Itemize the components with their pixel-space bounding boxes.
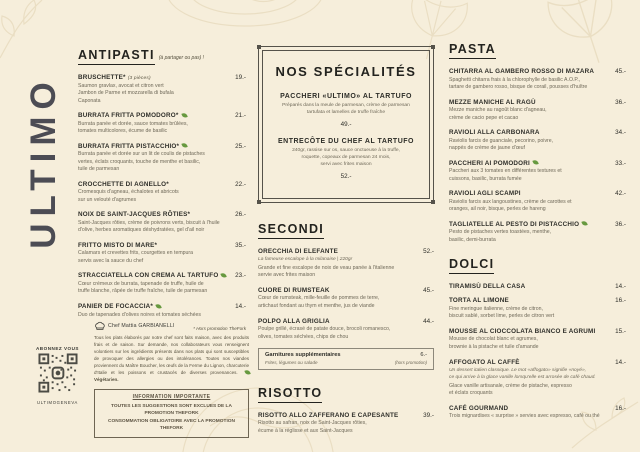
instagram-qr-code — [38, 353, 78, 393]
dolci-title: DOLCI — [449, 257, 494, 274]
promotion-footnote: * Hors promotion TheFork — [193, 326, 246, 332]
menu-item — [78, 211, 246, 235]
vegetarian-note: Végétarien. — [94, 377, 119, 383]
dish-header — [449, 221, 626, 228]
dish-price: 22.- — [235, 180, 246, 188]
antipasti-header — [78, 46, 246, 65]
dish-price: 16.- — [615, 404, 626, 412]
dish-name: TORTA AL LIMONE — [449, 297, 509, 305]
dish-description: 240gr, rassise sur os, sauce onctueuse à la truffe, roquette, copeaux de parmesan 24 mois, servi avec frites maison — [292, 147, 400, 168]
dish-price: 52.- — [423, 247, 434, 255]
side-dishes-box — [258, 348, 434, 370]
dish-name: CAFÉ GOURMAND — [449, 404, 509, 412]
menu-item — [449, 68, 626, 92]
dish-price: 42.- — [615, 190, 626, 198]
menu-item — [78, 181, 246, 205]
dish-price: 26.- — [235, 211, 246, 219]
vegetarian-leaf-icon — [244, 369, 250, 375]
dish-price: 19.- — [235, 74, 246, 81]
dish-description: Spaghetti chitarra frais à la chlorophylle de basilic A.O.P., tartare de gambero rosso, bisque de corail, pousses d'huître — [449, 76, 588, 91]
dish-name: POLPO ALLA GRIGLIA — [258, 317, 330, 325]
menu-item — [258, 248, 434, 280]
dolci-items — [449, 283, 626, 420]
dish-price: 16.- — [615, 297, 626, 305]
dish-name: TAGLIATELLE AL PESTO DI PISTACCHIO — [449, 221, 587, 228]
menu-item — [449, 160, 626, 184]
specialties-title: NOS SPÉCIALITÉS — [275, 64, 417, 79]
dish-description: Poulpe grillé, écrasé de patate douce, brocoli romanesco, olives, tomates séchées, chips de chou — [258, 326, 391, 340]
vegetarian-leaf-icon — [155, 303, 161, 309]
dish-name: CHITARRA AL GAMBERO ROSSO DI MAZARA — [449, 68, 595, 75]
dish-name: MOUSSE AL CIOCCOLATA BIANCO E AGRUMI — [449, 327, 596, 335]
pasta-title: PASTA — [449, 42, 496, 59]
menu-item — [449, 129, 626, 153]
dish-description: Risotto au safran, noix de Saint-Jacques rôties, écume à la réglisse et aux Saint-Jacques — [258, 420, 367, 434]
dish-lead: La fameuse escalope à la milanaise | 220gr — [258, 257, 353, 263]
dish-description: Calamars et crevettes frits, courgettes en tempura servis avec la sauce du chef — [78, 250, 194, 264]
secondi-title: SECONDI — [258, 222, 324, 239]
subscribe-label: ABONNEZ VOUS — [35, 346, 79, 351]
menu-item — [258, 318, 434, 342]
dish-price: 44.- — [423, 317, 434, 325]
dish-name: RAVIOLI AGLI SCAMPI — [449, 190, 521, 198]
dish-description: Cromesquis d'agneau, échalotes et abricots sur un velouté d'agrumes — [78, 189, 179, 203]
vegetarian-leaf-icon — [182, 143, 188, 149]
dish-header — [78, 181, 246, 188]
dish-description: Paccheri aux 3 tomates en différentes textures et cuissons, basilic, burrata fumée — [449, 168, 562, 182]
dish-name: FRITTO MISTO DI MARE* — [78, 241, 158, 249]
antipasti-section — [78, 46, 246, 331]
dish-qualifier: (3 pièces) — [127, 76, 151, 81]
dish-name: STRACCIATELLA CON CREMA AL TARTUFO — [78, 272, 226, 279]
dish-price: 15.- — [615, 327, 626, 335]
specialties-items — [272, 93, 420, 180]
menu-item — [258, 412, 434, 436]
secondi-items — [258, 248, 434, 341]
dish-description: Grande et fine escalope de noix de veau panée à l'italienne servie avec frites maison — [258, 264, 395, 279]
dish-header — [258, 412, 434, 419]
menu-item — [449, 221, 626, 245]
right-column — [449, 40, 626, 428]
side-dishes-price: 6.- — [420, 352, 427, 359]
dish-header — [449, 160, 626, 167]
dish-header — [449, 283, 626, 290]
menu-item — [78, 74, 246, 105]
frame-corner-ornament — [257, 45, 261, 49]
dish-name: ENTRECÔTE DU CHEF AL TARTUFO — [278, 137, 414, 145]
menu-item — [449, 405, 626, 421]
dish-header — [78, 242, 246, 249]
dish-name: TIRAMISÙ DELLA CASA — [449, 283, 526, 291]
dish-price: 34.- — [615, 129, 626, 137]
dish-name: CUORE DI RUMSTEAK — [258, 286, 330, 294]
dolci-header — [449, 255, 626, 274]
dish-price: 33.- — [615, 159, 626, 167]
vegetarian-leaf-icon — [221, 272, 227, 278]
dish-description: Fine meringue italienne, crème de citron, biscuit sablé, sorbet lime, perles de citron vert — [449, 305, 555, 320]
dish-description: Saumon gravlax, avocat et citron vert Jambon de Parme et mozzarella di bufala Caponata — [78, 82, 174, 104]
menu-item — [78, 112, 246, 136]
info-line-1: TOUTES LES SUGGESTIONS SONT EXCLUES DE LA PROMOTION THEFORK — [111, 403, 232, 417]
side-dishes-left — [265, 352, 341, 365]
dish-description: Glace vanille artisanale, crème de pistache, espresso et éclats croquants — [449, 382, 572, 397]
dish-description: Mousse de chocolat blanc et agrumes, brownie à la pistache et tuile d'amande — [449, 336, 539, 350]
dish-description: Mezze maniche au ragoût blanc d'agneau, crème de cacio pepe et cacao — [449, 107, 547, 121]
side-dishes-right — [395, 352, 427, 365]
dish-header — [78, 303, 246, 310]
dish-name: PACCHERI AI POMODORI — [449, 160, 537, 167]
dish-price: 23.- — [235, 272, 246, 280]
info-title: INFORMATION IMPORTANTE — [132, 394, 211, 401]
middle-column — [258, 46, 434, 442]
dish-description: Préparés dans la meule de parmesan, crème de parmesan tartufata et lamelles de truffe fraîche — [282, 103, 410, 116]
brand-logo: ULTIMO — [24, 75, 63, 249]
dish-name: CROCCHETTE DI AGNELLO* — [78, 180, 169, 188]
menu-item — [449, 190, 626, 214]
dish-description: Raviolis farcis aux langoustines, crème de carottes et oranges, ail noir, bisque, perles de hareng — [449, 198, 572, 213]
dish-price: 14.- — [615, 358, 626, 366]
side-dishes-note: (hors promotion) — [394, 359, 427, 365]
dish-header — [449, 297, 626, 304]
menu-item — [78, 242, 246, 266]
footer — [30, 321, 249, 438]
dish-name: BURRATA FRITTA PISTACCHIO* — [78, 143, 187, 150]
dish-price: 49.- — [340, 120, 352, 128]
dish-name: ORECCHIA DI ELEFANTE — [258, 247, 339, 255]
side-dishes-description: Frites, légumes ou salade — [265, 359, 318, 365]
dish-price: 52.- — [340, 172, 352, 180]
allergen-text: Tous les plats élaborés par notre chef sont faits maison, avec des produits frais et de saison. Sur demande, nos collaborateurs vous renseignent volontiers sur les ingrédients présents dans nos plats qui sont susceptibles de provoquer des allergies ou des intolérances. Toutes nos viandes proviennent du Maître Boucher, les œufs de la Ferme du Lignon, charcuterie d'Italie et les poissons et crustacés de diverses provenances. — [94, 335, 249, 376]
chef-name: Chef Mattia GARBIANELLI — [108, 323, 175, 329]
menu-item — [449, 328, 626, 352]
dish-price: 39.- — [423, 411, 434, 419]
dish-description: Cœur de rumsteak, mille-feuille de pommes de terre, artichaut fondant au thym et menthe, jus de viande — [258, 295, 380, 309]
pasta-items — [449, 68, 626, 244]
dish-header — [449, 68, 626, 75]
secondi-header — [258, 220, 434, 239]
dish-price: 14.- — [235, 303, 246, 310]
antipasti-items — [78, 74, 246, 319]
footer-text-block — [94, 321, 249, 438]
menu-item — [272, 138, 420, 180]
dish-header — [78, 74, 246, 81]
dish-price: 36.- — [615, 220, 626, 228]
dish-header — [78, 211, 246, 218]
frame-corner-ornament — [257, 200, 261, 204]
dish-name: RAVIOLI ALLA CARBONARA — [449, 129, 540, 137]
dish-header — [258, 318, 434, 325]
menu-item — [449, 297, 626, 321]
specialties-box — [258, 46, 434, 203]
specialties-inner-frame — [262, 50, 430, 199]
risotto-header — [258, 384, 434, 403]
important-info-box — [94, 389, 249, 437]
dish-name: BRUSCHETTE* (3 pièces) — [78, 74, 151, 81]
dish-header — [449, 129, 626, 136]
pasta-header — [449, 40, 626, 59]
dish-header — [78, 112, 246, 119]
dish-description: Pesto de pistaches vertes toastées, menthe, basilic, demi-burrata — [449, 229, 552, 243]
dish-price: 21.- — [235, 112, 246, 120]
dish-lead: Un dessert italien classique. Le mot «affogato» signifie «noyé», ce qui arrive à la glace vanille lorsqu'elle est arrosée de café chaud. — [449, 368, 596, 381]
chef-hat-icon — [94, 321, 105, 331]
dish-name: BURRATA FRITTA POMODORO* — [78, 112, 186, 119]
dish-header — [449, 99, 626, 106]
dish-description: Burrata panée et dorée sur un lit de coulis de pistaches vertes, éclats croquants, touche de menthe et basilic, tuile de parmesan — [78, 151, 205, 173]
dish-name: PANIER DE FOCACCIA* — [78, 303, 161, 310]
menu-item — [449, 99, 626, 123]
menu-item — [78, 303, 246, 319]
dish-name: AFFOGATO AL CAFFÈ — [449, 358, 520, 366]
dish-name: MEZZE MANICHE AL RAGÙ — [449, 98, 536, 106]
menu-item — [272, 93, 420, 128]
dish-description: Saint-Jacques rôties, crème de poivrons verts, biscuit à l'huile d'olive, herbes aromatiques déshydratées, gel d'ail noir — [78, 219, 220, 234]
dish-price: 36.- — [615, 98, 626, 106]
menu-item — [449, 359, 626, 398]
dish-header — [258, 287, 434, 294]
subscribe-block — [30, 321, 85, 438]
frame-corner-ornament — [431, 200, 435, 204]
dish-price: 35.- — [235, 241, 246, 249]
side-dishes-title: Garnitures supplémentaires — [265, 352, 341, 359]
instagram-handle: ULTIMOGENEVA — [36, 400, 79, 405]
dish-name: NOIX DE SAINT-JACQUES RÔTIES* — [78, 211, 191, 219]
dish-name: RISOTTO ALLO ZAFFERANO E CAPESANTE — [258, 411, 399, 419]
vegetarian-leaf-icon — [532, 160, 538, 166]
dish-price: 45.- — [615, 68, 626, 75]
frame-corner-ornament — [431, 45, 435, 49]
dish-header — [449, 405, 626, 412]
menu-item — [258, 287, 434, 311]
dish-description: Burrata panée et dorée, sauce tomates brûlées, tomates multicolores, écume de basilic — [78, 120, 188, 135]
dish-header — [449, 328, 626, 335]
chef-row — [94, 321, 249, 331]
allergen-paragraph — [94, 334, 249, 383]
dish-header — [449, 190, 626, 197]
decorative-plate-illustration — [160, 0, 330, 40]
antipasti-title: ANTIPASTI — [78, 48, 155, 65]
risotto-items — [258, 412, 434, 436]
menu-item — [78, 143, 246, 174]
dish-description: Duo de tapenades d'olives noires et tomates séchées — [78, 311, 201, 318]
decorative-herb-illustration — [0, 0, 60, 62]
dish-description: Trois mignardises « surprise » servies avec espresso, café ou thé — [449, 413, 600, 420]
dish-header — [78, 272, 246, 279]
dish-price: 14.- — [615, 283, 626, 291]
dish-description: Cœur crémeux de burrata, tapenade de truffe, huile de truffe blanche, râpée de truffe fraîche, tuile de parmesan — [78, 280, 208, 295]
vegetarian-leaf-icon — [582, 221, 588, 227]
dish-header — [78, 143, 246, 150]
menu-item — [449, 283, 626, 290]
dish-price: 25.- — [235, 142, 246, 150]
antipasti-note: (à partager ou pas) ! — [158, 55, 205, 61]
info-line-2: CONSOMMATION OBLIGATOIRE AVEC LA PROMOTION THEFORK — [108, 418, 235, 432]
dish-price: 45.- — [423, 286, 434, 294]
dish-header — [449, 359, 626, 366]
risotto-title: RISOTTO — [258, 386, 322, 403]
dish-header — [258, 248, 434, 255]
dish-description: Raviolis farcis de guanciale, pecorino, poivre, nappés de crème de jaune d'œuf — [449, 137, 554, 152]
vegetarian-leaf-icon — [181, 112, 187, 118]
dish-name: PACCHERI «ULTIMO» AL TARTUFO — [280, 93, 412, 100]
menu-item — [78, 272, 246, 296]
